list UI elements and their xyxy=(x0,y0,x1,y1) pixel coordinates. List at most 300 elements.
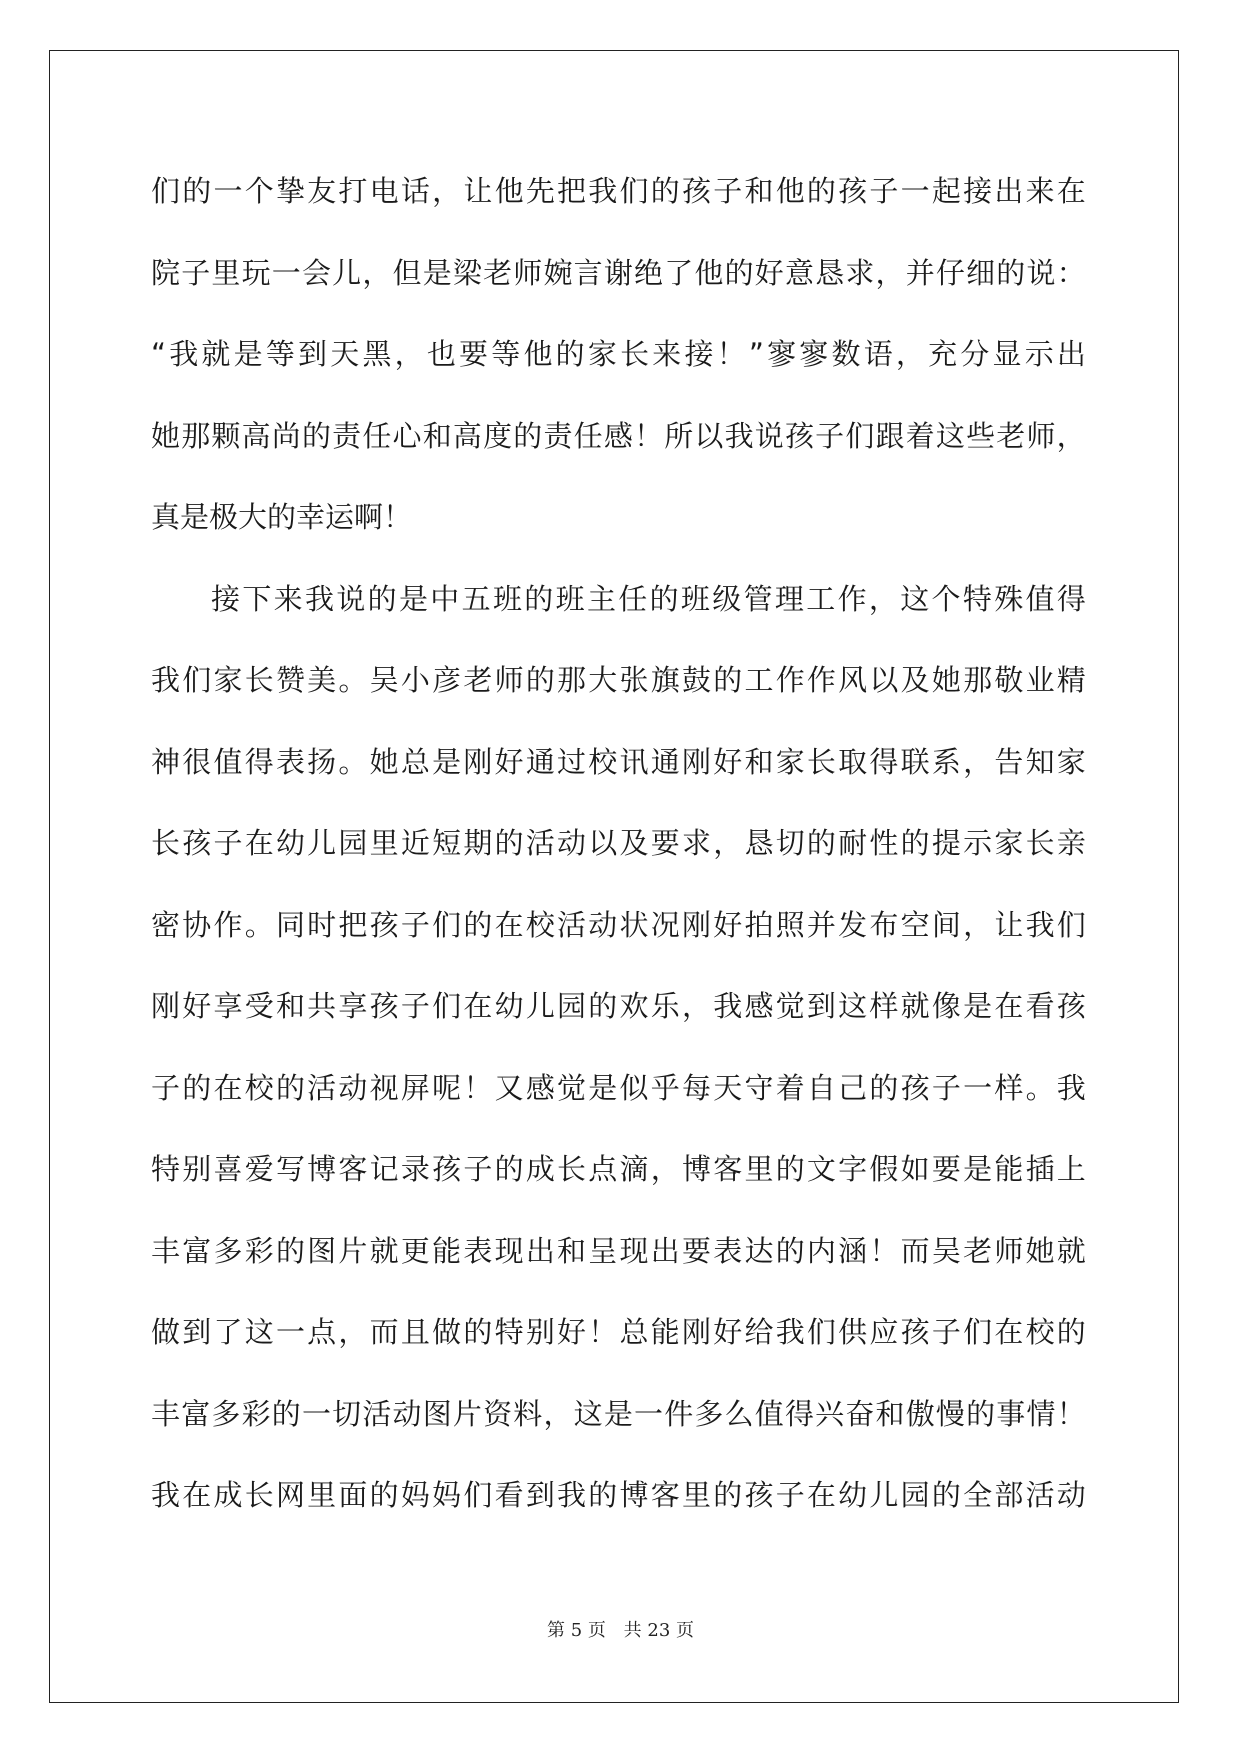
text-char: 就 xyxy=(201,337,231,371)
text-char: 里 xyxy=(211,255,241,290)
text-char: 在 xyxy=(806,1478,836,1512)
text-char: 那 xyxy=(557,663,587,697)
text-char: 特 xyxy=(151,1152,181,1186)
text-char: 让 xyxy=(994,907,1024,942)
text-char: 孩 xyxy=(369,907,399,942)
text-char: ， xyxy=(394,337,424,371)
text-char: 看 xyxy=(1025,989,1055,1023)
text-char: 性 xyxy=(869,826,899,860)
text-char: 客 xyxy=(650,1478,680,1512)
text-char: 是 xyxy=(603,1396,633,1431)
text-char: 感 xyxy=(744,989,774,1023)
text-char: 就 xyxy=(900,989,930,1023)
page-total: 共 23 页 xyxy=(623,1620,694,1641)
text-char: 活 xyxy=(1025,1478,1055,1512)
text-char: 活 xyxy=(307,1070,337,1105)
text-char: 殊 xyxy=(994,581,1024,616)
text-char: 就 xyxy=(369,1233,399,1268)
text-char: ！ xyxy=(463,1070,493,1105)
text-char: 记 xyxy=(369,1152,399,1186)
text-char: 长 xyxy=(244,663,274,697)
text-char: 的 xyxy=(996,255,1026,290)
text-char: 图 xyxy=(307,1233,337,1268)
text-char: 婉 xyxy=(543,255,573,290)
text-line: 真是极大的幸运啊！ xyxy=(151,500,413,534)
text-char: 期 xyxy=(463,826,493,860)
text-char: 好 xyxy=(557,1315,587,1349)
text-char: 的 xyxy=(775,1233,805,1268)
text-char: 们 xyxy=(963,1315,993,1349)
text-char: 妈 xyxy=(400,1478,430,1512)
text-char: 接 xyxy=(211,581,241,616)
text-char: 幼 xyxy=(275,826,305,860)
text-char: 责 xyxy=(543,418,573,453)
text-char: 好 xyxy=(182,989,212,1023)
text-char: 。 xyxy=(338,744,368,779)
text-char: 的 xyxy=(494,826,524,860)
text-char: 张 xyxy=(619,663,649,697)
text-char: 多 xyxy=(694,1396,724,1431)
text-char: 感 xyxy=(603,418,633,453)
text-char: 的 xyxy=(271,1396,301,1431)
text-char: 给 xyxy=(744,1315,774,1349)
text-char: 出 xyxy=(1056,337,1086,371)
text-char: 梁 xyxy=(452,255,482,290)
text-char: 要 xyxy=(931,1152,961,1186)
text-char: 别 xyxy=(182,1152,212,1186)
text-char: 丰 xyxy=(151,1233,181,1268)
text-char: 度 xyxy=(483,418,513,453)
text-char: 别 xyxy=(525,1315,555,1349)
text-line xyxy=(151,325,1086,407)
text-char: 管 xyxy=(743,581,773,616)
text-char: 个 xyxy=(244,174,274,208)
text-char: 活 xyxy=(525,826,555,860)
text-char: ， xyxy=(895,337,925,371)
text-char: 耐 xyxy=(838,826,868,860)
text-char: 及 xyxy=(900,663,930,697)
text-char: 等 xyxy=(265,337,295,371)
text-char: 以 xyxy=(588,826,618,860)
text-char: 他 xyxy=(775,174,805,208)
text-char: 的 xyxy=(806,826,836,860)
text-char: 。 xyxy=(244,907,274,942)
text-char: 及 xyxy=(619,826,649,860)
text-char: 颗 xyxy=(211,418,241,453)
text-char: ， xyxy=(650,1152,680,1186)
text-char: 觉 xyxy=(557,1070,587,1105)
text-char: 校 xyxy=(244,1070,274,1105)
text-char: 幼 xyxy=(838,1478,868,1512)
text-char: 孩 xyxy=(432,1152,462,1186)
text-char: 所 xyxy=(664,418,694,453)
text-char: 一 xyxy=(275,1315,305,1349)
text-char: 拍 xyxy=(744,907,774,942)
text-char: 客 xyxy=(713,1152,743,1186)
text-char: 是 xyxy=(398,581,428,616)
text-char: 己 xyxy=(838,1070,868,1105)
text-char: 能 xyxy=(432,1233,462,1268)
text-char: 们 xyxy=(619,174,649,208)
text-char: 到 xyxy=(806,989,836,1023)
text-char: 心 xyxy=(392,418,422,453)
text-char: 是 xyxy=(233,337,263,371)
text-char: 老 xyxy=(996,418,1026,453)
text-char: 好 xyxy=(754,255,784,290)
text-line xyxy=(151,407,1086,489)
text-char: 现 xyxy=(619,1233,649,1268)
text-char: 亲 xyxy=(1056,826,1086,860)
text-char: 绝 xyxy=(634,255,664,290)
text-char: 园 xyxy=(900,1478,930,1512)
text-char: 责 xyxy=(332,418,362,453)
text-char: 家 xyxy=(587,337,617,371)
text-char: 是 xyxy=(963,1152,993,1186)
text-char: 文 xyxy=(806,1152,836,1186)
text-char: 家 xyxy=(775,744,805,779)
text-char: 长 xyxy=(1025,826,1055,860)
text-char: 的 xyxy=(301,418,331,453)
text-char: 着 xyxy=(905,418,935,453)
text-char: 老 xyxy=(483,255,513,290)
text-line xyxy=(151,814,1086,896)
text-char: 细 xyxy=(966,255,996,290)
text-char: 校 xyxy=(1025,1315,1055,1349)
text-char: 特 xyxy=(962,581,992,616)
text-char: 活 xyxy=(362,1396,392,1431)
text-char: 的 xyxy=(931,1478,961,1512)
text-char: 么 xyxy=(724,1396,754,1431)
text-char: 的 xyxy=(650,174,680,208)
text-char: 上 xyxy=(1056,1152,1086,1186)
text-char: 密 xyxy=(151,907,181,942)
text-char: 来 xyxy=(1025,174,1055,208)
text-char: 和 xyxy=(744,174,774,208)
text-char: 这 xyxy=(573,1396,603,1431)
document-body xyxy=(151,162,1086,1548)
text-char: 慢 xyxy=(935,1396,965,1431)
text-char: 示 xyxy=(1024,337,1054,371)
text-char: 的 xyxy=(588,989,618,1023)
text-line xyxy=(151,1466,1086,1548)
text-char: 空 xyxy=(900,907,930,942)
text-char: 的 xyxy=(513,418,543,453)
text-char: “ xyxy=(151,337,167,371)
text-char: 告 xyxy=(994,744,1024,779)
text-char: 长 xyxy=(244,1478,274,1512)
text-char: 总 xyxy=(400,744,430,779)
text-char: 恳 xyxy=(815,255,845,290)
text-char: 任 xyxy=(573,418,603,453)
text-char: 把 xyxy=(338,907,368,942)
text-char: 那 xyxy=(963,663,993,697)
text-char: 跟 xyxy=(875,418,905,453)
text-char: 班 xyxy=(555,581,585,616)
text-char: 好 xyxy=(494,744,524,779)
text-char: 的 xyxy=(463,1315,493,1349)
text-char: 她 xyxy=(931,663,961,697)
text-char: 看 xyxy=(494,1478,524,1512)
text-char: 乎 xyxy=(650,1070,680,1105)
text-char: 班 xyxy=(492,581,522,616)
text-char: 天 xyxy=(330,337,360,371)
text-char: 值 xyxy=(754,1396,784,1431)
text-char: 的 xyxy=(182,1070,212,1105)
text-char: 吴 xyxy=(369,663,399,697)
text-char: 她 xyxy=(369,744,399,779)
text-char: 任 xyxy=(362,418,392,453)
text-char: 扬 xyxy=(307,744,337,779)
text-char: 我 xyxy=(724,418,754,453)
text-char: 子 xyxy=(713,174,743,208)
text-char: 先 xyxy=(525,174,555,208)
text-char: 在 xyxy=(1056,174,1086,208)
text-line xyxy=(151,1303,1086,1385)
text-char: 孩 xyxy=(838,174,868,208)
text-char: 电 xyxy=(369,174,399,208)
text-char: 我 xyxy=(557,1478,587,1512)
text-char: 的 xyxy=(588,1478,618,1512)
text-char: 在 xyxy=(182,1478,212,1512)
text-char: 高 xyxy=(452,418,482,453)
text-char: 的 xyxy=(806,174,836,208)
text-char: 在 xyxy=(994,989,1024,1023)
text-char: ， xyxy=(338,1315,368,1349)
text-char: 件 xyxy=(664,1396,694,1431)
text-char: 孩 xyxy=(681,174,711,208)
text-char: 并 xyxy=(905,255,935,290)
text-char: 的 xyxy=(869,1070,899,1105)
text-char: 得 xyxy=(1056,581,1086,616)
text-char: 在 xyxy=(994,1315,1024,1349)
text-char: 特 xyxy=(494,1315,524,1349)
text-char: 的 xyxy=(713,1478,743,1512)
text-char: 布 xyxy=(869,907,899,942)
text-char: 动 xyxy=(392,1396,422,1431)
text-char: 多 xyxy=(211,1396,241,1431)
text-char: 精 xyxy=(1056,663,1086,697)
text-char: 多 xyxy=(213,1233,243,1268)
text-line xyxy=(151,733,1086,815)
text-char: ： xyxy=(1056,255,1086,290)
text-char: 就 xyxy=(1056,1233,1086,1268)
text-char: 通 xyxy=(650,744,680,779)
text-char: 下 xyxy=(242,581,272,616)
text-char: 来 xyxy=(273,581,303,616)
text-char: 到 xyxy=(182,1315,212,1349)
text-char: 儿 xyxy=(332,255,362,290)
text-char: 视 xyxy=(369,1070,399,1105)
text-char: 在 xyxy=(213,1070,243,1105)
text-char: 刚 xyxy=(681,1315,711,1349)
text-char: 面 xyxy=(338,1478,368,1512)
text-char: 成 xyxy=(525,1152,555,1186)
text-char: 时 xyxy=(307,907,337,942)
text-char: 点 xyxy=(307,1315,337,1349)
text-char: 呢 xyxy=(432,1070,462,1105)
text-char: 得 xyxy=(869,744,899,779)
text-char: 工 xyxy=(806,581,836,616)
text-char: 风 xyxy=(838,663,868,697)
text-char: 的 xyxy=(369,1478,399,1512)
text-char: 的 xyxy=(775,1152,805,1186)
text-line xyxy=(151,651,1086,733)
text-char: 以 xyxy=(694,418,724,453)
text-char: 长 xyxy=(620,337,650,371)
text-char: 况 xyxy=(650,907,680,942)
text-char: 小 xyxy=(400,663,430,697)
text-char: 发 xyxy=(838,907,868,942)
text-char: 园 xyxy=(557,989,587,1023)
text-char: 们 xyxy=(182,663,212,697)
text-char: 孩 xyxy=(784,418,814,453)
text-char: 的 xyxy=(494,1152,524,1186)
text-char: 富 xyxy=(181,1396,211,1431)
text-char: 让 xyxy=(463,174,493,208)
text-char: 里 xyxy=(369,826,399,860)
text-char: 屏 xyxy=(400,1070,430,1105)
text-char: 动 xyxy=(1056,1478,1086,1512)
text-char: 和 xyxy=(275,989,305,1023)
page-number: 第 5 页 xyxy=(547,1620,606,1641)
text-char: 说 xyxy=(1026,255,1056,290)
text-char: 她 xyxy=(151,418,181,453)
text-char: 成 xyxy=(213,1478,243,1512)
text-char: 美 xyxy=(307,663,337,697)
text-char: 丰 xyxy=(151,1396,181,1431)
text-char: 求 xyxy=(845,255,875,290)
text-char: 得 xyxy=(244,744,274,779)
text-char: 彩 xyxy=(244,1233,274,1268)
text-char: 博 xyxy=(681,1152,711,1186)
text-char: 院 xyxy=(151,255,181,290)
text-char: 数 xyxy=(831,337,861,371)
text-char: 们 xyxy=(432,907,462,942)
text-char: 又 xyxy=(494,1070,524,1105)
text-char: ， xyxy=(963,744,993,779)
text-char: 片 xyxy=(452,1396,482,1431)
text-char: 我 xyxy=(304,581,334,616)
text-char: 涵 xyxy=(838,1233,868,1268)
text-char: 的 xyxy=(1056,1315,1086,1349)
text-char: ” xyxy=(748,337,764,371)
text-char: 主 xyxy=(586,581,616,616)
text-char: ！ xyxy=(716,337,746,371)
text-char: 知 xyxy=(1025,744,1055,779)
text-char: 老 xyxy=(963,1233,993,1268)
text-char: 写 xyxy=(275,1152,305,1186)
text-char: 博 xyxy=(307,1152,337,1186)
text-char: 我 xyxy=(775,1315,805,1349)
text-char: 寥 xyxy=(799,337,829,371)
text-char: 显 xyxy=(992,337,1022,371)
text-char: 点 xyxy=(588,1152,618,1186)
text-char: ， xyxy=(868,581,898,616)
text-char: 我 xyxy=(1025,907,1055,942)
text-char: 作 xyxy=(775,663,805,697)
text-char: 和 xyxy=(422,418,452,453)
text-char: 。 xyxy=(1025,1070,1055,1105)
text-char: 似 xyxy=(619,1070,649,1105)
text-char: 作 xyxy=(837,581,867,616)
text-char: 彦 xyxy=(432,663,462,697)
text-char: 的 xyxy=(275,1070,305,1105)
text-char: 的 xyxy=(182,174,212,208)
text-char: 总 xyxy=(619,1315,649,1349)
text-char: 长 xyxy=(151,826,181,860)
text-char: 每 xyxy=(681,1070,711,1105)
text-char: 图 xyxy=(422,1396,452,1431)
text-char: 孩 xyxy=(182,826,212,860)
text-char: 状 xyxy=(619,907,649,942)
text-char: 好 xyxy=(713,744,743,779)
text-char: ！ xyxy=(634,418,664,453)
text-char: 子 xyxy=(151,1070,181,1105)
text-char: 子 xyxy=(931,1070,961,1105)
text-char: 把 xyxy=(557,174,587,208)
text-char: 他 xyxy=(694,255,724,290)
text-char: 到 xyxy=(298,337,328,371)
text-char: 表 xyxy=(463,1233,493,1268)
text-char: 恳 xyxy=(744,826,774,860)
text-char: 家 xyxy=(213,663,243,697)
text-char: ， xyxy=(1056,418,1086,453)
text-char: 刚 xyxy=(681,907,711,942)
text-char: 且 xyxy=(400,1315,430,1349)
text-char: ， xyxy=(963,907,993,942)
text-char: 博 xyxy=(619,1478,649,1512)
text-char: 理 xyxy=(774,581,804,616)
text-char: 子 xyxy=(775,1478,805,1512)
text-line xyxy=(151,896,1086,978)
text-char: ！ xyxy=(1056,1396,1086,1431)
page-footer xyxy=(0,1616,1241,1642)
text-char: 是 xyxy=(432,744,462,779)
text-char: 我 xyxy=(713,989,743,1023)
text-char: 如 xyxy=(900,1152,930,1186)
text-char: 级 xyxy=(712,581,742,616)
text-char: 样 xyxy=(869,989,899,1023)
text-char: 的 xyxy=(525,663,555,697)
text-char: 要 xyxy=(681,1233,711,1268)
text-char: 富 xyxy=(182,1233,212,1268)
text-char: 充 xyxy=(928,337,958,371)
text-line xyxy=(151,1059,1086,1141)
text-line xyxy=(151,162,1086,244)
text-char: 。 xyxy=(338,663,368,697)
text-char: 能 xyxy=(650,1315,680,1349)
text-char: 做 xyxy=(432,1315,462,1349)
text-char: 着 xyxy=(775,1070,805,1105)
text-char: 这 xyxy=(935,418,965,453)
text-char: 长 xyxy=(557,1152,587,1186)
text-char: 那 xyxy=(181,418,211,453)
text-char: 示 xyxy=(963,826,993,860)
text-char: 神 xyxy=(151,744,181,779)
text-char: 赞 xyxy=(275,663,305,697)
text-char: 样 xyxy=(994,1070,1024,1105)
text-char: 的 xyxy=(724,255,754,290)
text-char: 来 xyxy=(652,337,682,371)
text-char: 录 xyxy=(400,1152,430,1186)
text-char: 了 xyxy=(664,255,694,290)
text-char: 联 xyxy=(900,744,930,779)
text-char: 敬 xyxy=(994,663,1024,697)
text-char: 守 xyxy=(744,1070,774,1105)
text-char: 接 xyxy=(684,337,714,371)
text-char: 在 xyxy=(494,907,524,942)
text-char: 校 xyxy=(588,744,618,779)
